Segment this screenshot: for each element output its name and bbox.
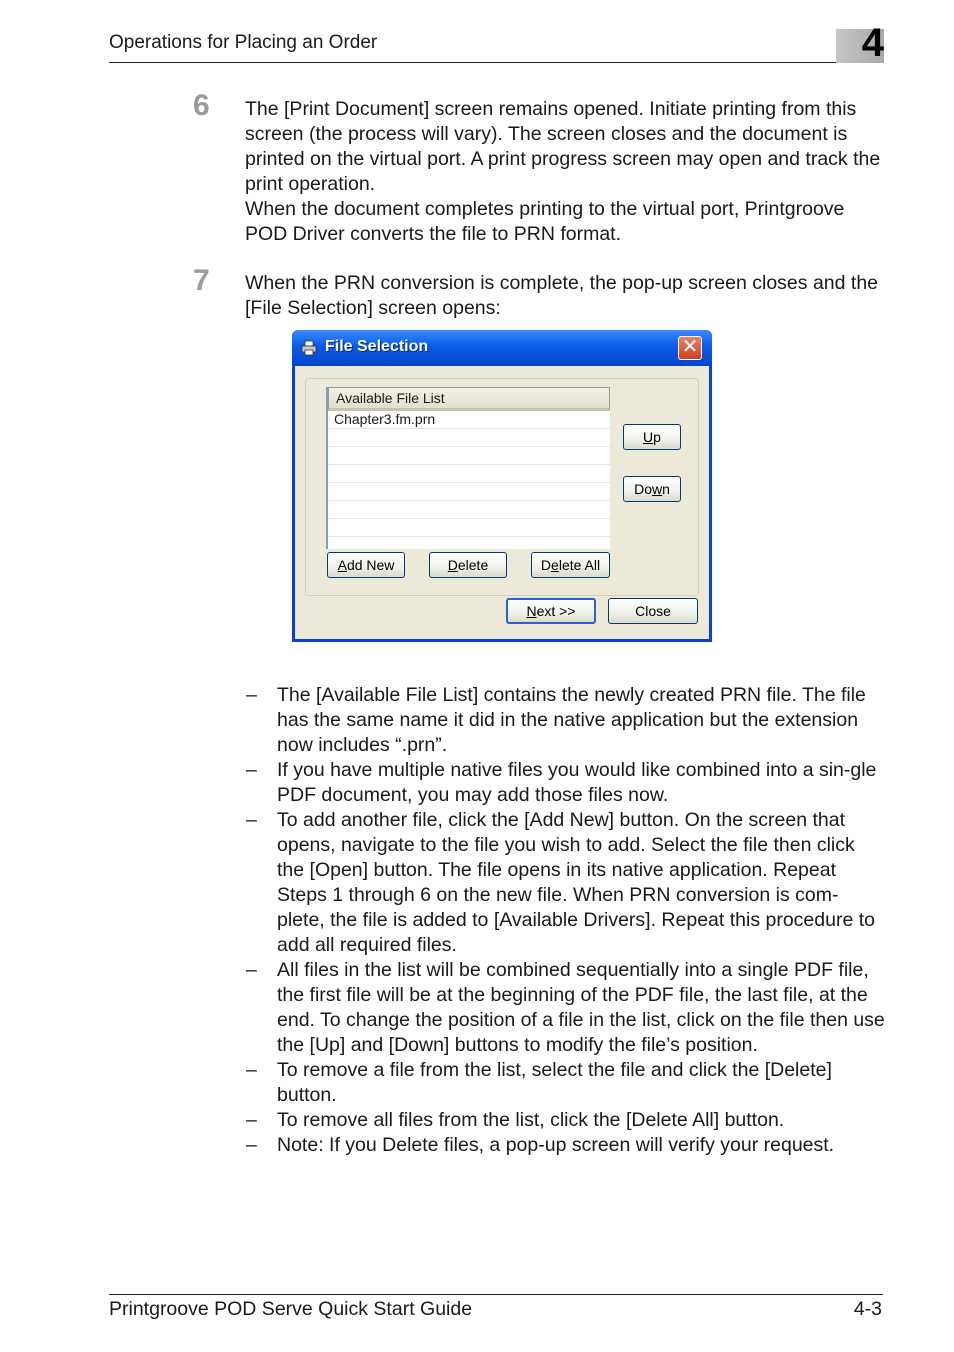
paragraph: When the document completes printing to the virtual port, Printgroove POD Driver converts the file to PRN format. xyxy=(245,198,845,245)
list-item: – All files in the list will be combined sequentially into a single PDF file, the first file will be at the beginning of the PDF file, the last file, at the end. To change the position of a file in the list, click on the file then use the [Up] and [Down] buttons to modify the file’s position. xyxy=(246,959,885,1056)
list-item[interactable] xyxy=(328,501,610,519)
dialog-client-area xyxy=(295,366,709,639)
step-6-text xyxy=(245,97,885,247)
delete-all-button[interactable]: Delete All xyxy=(531,552,610,578)
printer-icon xyxy=(301,340,317,356)
close-icon[interactable]: ✕ xyxy=(678,336,702,360)
footer-guide-title: Printgroove POD Serve Quick Start Guide xyxy=(109,1298,473,1320)
down-button[interactable]: Down xyxy=(623,476,681,502)
dialog-title: File Selection xyxy=(325,338,429,355)
available-file-list[interactable] xyxy=(326,387,610,549)
add-new-button[interactable]: Add New xyxy=(327,552,405,578)
step-7-text xyxy=(245,271,885,321)
footer-rule xyxy=(109,1294,883,1295)
dialog-title-bar[interactable] xyxy=(292,330,712,366)
next-button[interactable]: Next >> xyxy=(506,598,596,624)
chapter-tab xyxy=(836,21,884,65)
list-item[interactable]: Chapter3.fm.prn xyxy=(328,411,610,429)
page-number: 4-3 xyxy=(853,1298,882,1320)
close-button[interactable]: Close xyxy=(608,598,698,624)
list-item[interactable] xyxy=(328,519,610,537)
list-item: – To add another file, click the [Add New] button. On the screen that opens, navigate to the file you wish to add. Select the file then click the [Open] button. The file opens in its native application. Repeat Steps 1 through 6 on the new file. When PRN conversion is com-plete, the file is added to [Available Drivers]. Repeat this procedure to add all required files. xyxy=(246,809,875,956)
list-item: – If you have multiple native files you would like combined into a sin-gle PDF document, you may add those files now. xyxy=(246,759,877,806)
notes-list xyxy=(246,683,886,1158)
list-item: – To remove all files from the list, click the [Delete All] button. xyxy=(246,1109,785,1131)
list-item[interactable] xyxy=(328,483,610,501)
list-item: – The [Available File List] contains the newly created PRN file. The file has the same name it did in the native application but the extension now includes “.prn”. xyxy=(246,684,866,756)
delete-button[interactable]: Delete xyxy=(429,552,507,578)
list-column-header[interactable]: Available File List xyxy=(328,387,610,411)
list-item: – Note: If you Delete files, a pop-up screen will verify your request. xyxy=(246,1134,835,1156)
header-rule xyxy=(109,62,883,63)
file-selection-dialog xyxy=(292,330,712,642)
step-number: 6 xyxy=(193,89,210,122)
step-number: 7 xyxy=(193,264,210,297)
list-item[interactable] xyxy=(328,429,610,447)
paragraph: The [Print Document] screen remains opened. Initiate printing from this screen (the process will vary). The screen closes and the document is printed on the virtual port. A print progress screen may open and track the print operation. xyxy=(245,98,881,195)
up-button[interactable]: Up xyxy=(623,424,681,450)
list-item[interactable] xyxy=(328,465,610,483)
paragraph: When the PRN conversion is complete, the pop-up screen closes and the [File Selection] screen opens: xyxy=(245,272,879,319)
list-item[interactable] xyxy=(328,447,610,465)
chapter-number: 4 xyxy=(861,21,884,65)
running-header-title: Operations for Placing an Order xyxy=(109,32,378,53)
list-item: – To remove a file from the list, select the file and click the [Delete] button. xyxy=(246,1059,832,1106)
